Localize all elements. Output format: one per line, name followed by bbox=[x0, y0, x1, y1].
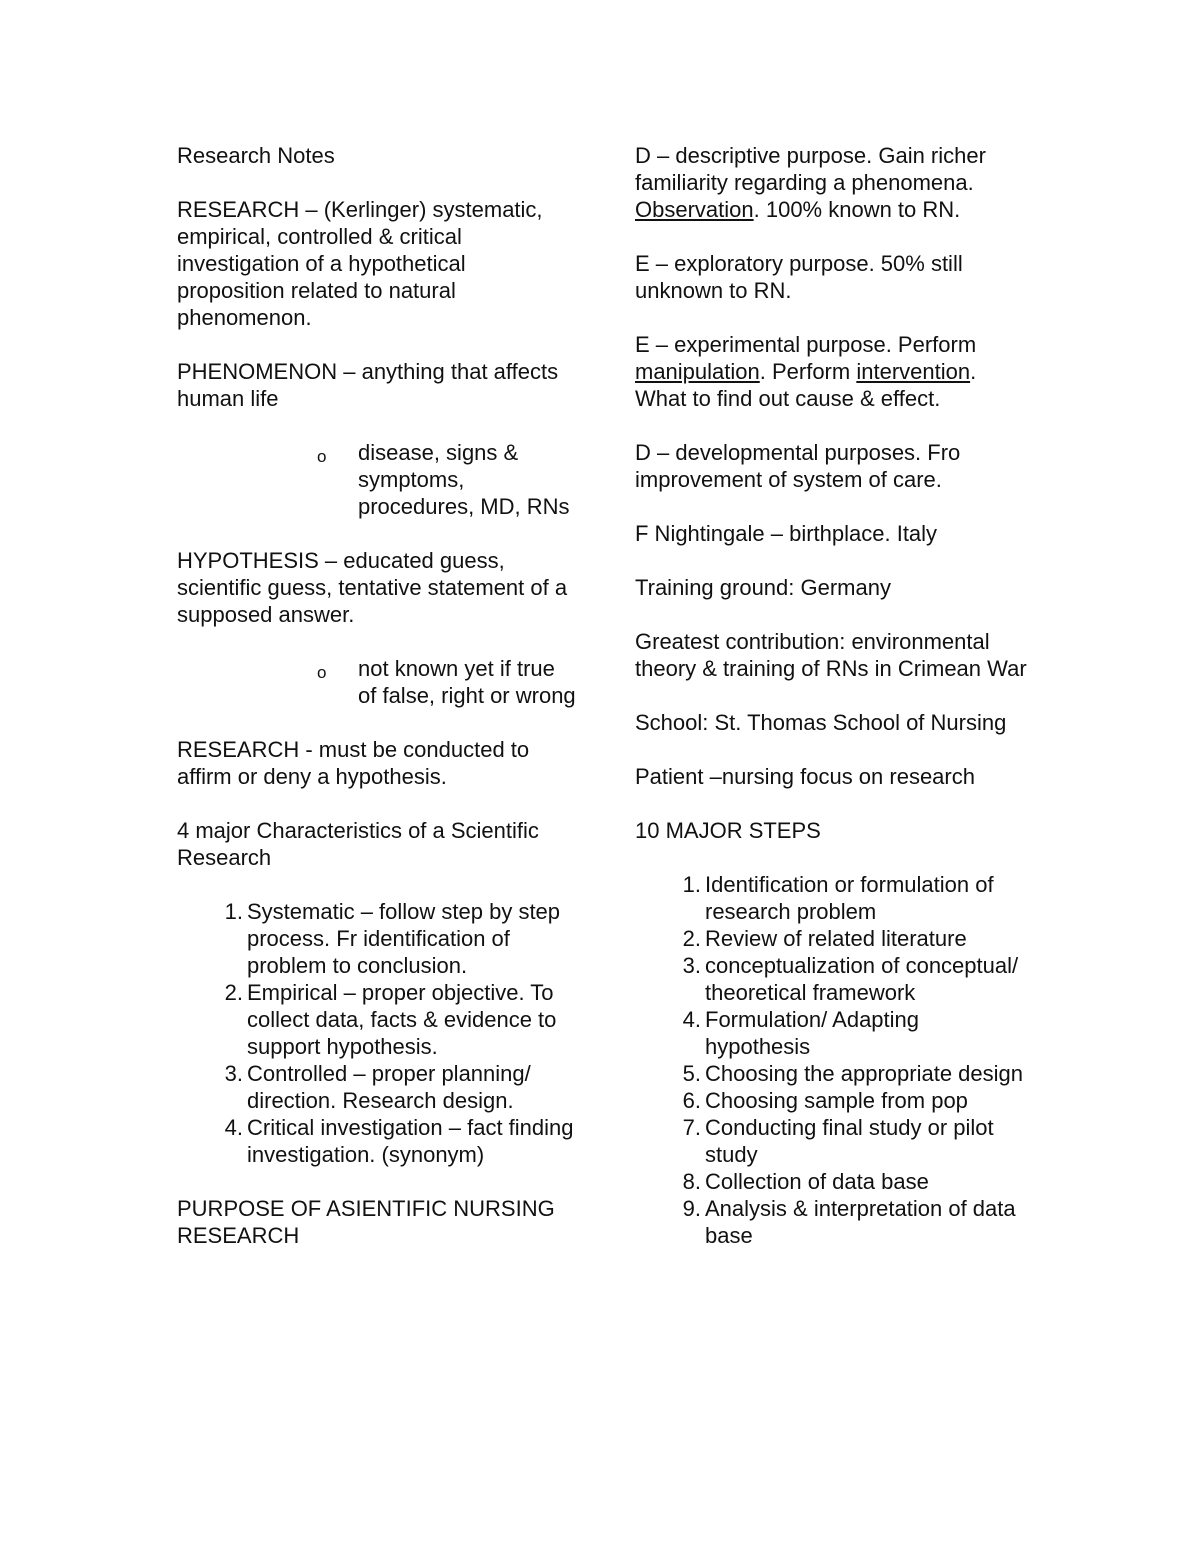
list-number: 4. bbox=[682, 1007, 701, 1032]
list-number: 4. bbox=[224, 1115, 243, 1140]
list-number: 1. bbox=[224, 899, 243, 924]
page-title: Research Notes bbox=[177, 143, 335, 168]
list-number: 3. bbox=[224, 1061, 243, 1086]
list-item bbox=[635, 925, 1030, 952]
steps-list bbox=[635, 871, 1030, 1249]
list-text: Controlled – proper planning/ direction. Research design. bbox=[247, 1061, 531, 1113]
bullet-item: o not known yet if true of false, right or wrong bbox=[317, 655, 577, 709]
characteristics-list bbox=[177, 898, 577, 1168]
list-number: 5. bbox=[682, 1061, 701, 1086]
nightingale-birthplace: F Nightingale – birthplace. Italy bbox=[635, 521, 938, 546]
list-text: Choosing the appropriate design bbox=[705, 1061, 1024, 1086]
bullet-item: o disease, signs & symptoms, procedures, MD, RNs bbox=[317, 439, 577, 520]
list-item bbox=[635, 1087, 1030, 1114]
greatest-contribution: Greatest contribution: environmental theory & training of RNs in Crimean War bbox=[635, 629, 1027, 681]
research-affirm-note: RESEARCH - must be conducted to affirm or deny a hypothesis. bbox=[177, 737, 530, 789]
phenomenon-definition: PHENOMENON – anything that affects human life bbox=[177, 359, 559, 411]
list-number: 8. bbox=[682, 1169, 701, 1194]
list-item bbox=[177, 1060, 577, 1114]
list-text: Conducting final study or pilot study bbox=[705, 1115, 994, 1167]
list-item bbox=[635, 1168, 1030, 1195]
purpose-heading: PURPOSE OF ASIENTIFIC NURSING RESEARCH bbox=[177, 1196, 555, 1248]
observation-underlined: Observation bbox=[635, 197, 754, 222]
manipulation-underlined: manipulation bbox=[635, 359, 760, 384]
list-text: Formulation/ Adapting hypothesis bbox=[705, 1007, 920, 1059]
intervention-underlined: intervention bbox=[856, 359, 971, 384]
hypothesis-bullets bbox=[177, 655, 577, 709]
list-number: 9. bbox=[682, 1196, 701, 1221]
hypothesis-definition: HYPOTHESIS – educated guess, scientific guess, tentative statement of a supposed answer. bbox=[177, 548, 568, 627]
developmental-purpose: D – developmental purposes. Fro improvement of system of care. bbox=[635, 440, 961, 492]
patient-focus: Patient –nursing focus on research bbox=[635, 764, 975, 789]
descriptive-purpose bbox=[635, 142, 1030, 223]
phenomenon-bullets bbox=[177, 439, 577, 520]
list-text: Analysis & interpretation of data base bbox=[705, 1196, 1016, 1248]
experimental-purpose bbox=[635, 331, 1030, 412]
descriptive-text: D – descriptive purpose. Gain richer familiarity regarding a phenomena. bbox=[635, 143, 986, 195]
list-text: Review of related literature bbox=[705, 926, 967, 951]
characteristics-heading: 4 major Characteristics of a Scientific Research bbox=[177, 818, 539, 870]
school-note: School: St. Thomas School of Nursing bbox=[635, 710, 1007, 735]
list-text: Identification or formulation of research problem bbox=[705, 872, 994, 924]
list-item bbox=[177, 1114, 577, 1168]
experimental-text: E – experimental purpose. Perform bbox=[635, 332, 977, 357]
list-text: Empirical – proper objective. To collect data, facts & evidence to support hypothesis. bbox=[247, 980, 557, 1059]
exploratory-purpose: E – exploratory purpose. 50% still unknown to RN. bbox=[635, 251, 963, 303]
experimental-tail: . What to find out cause & effect. bbox=[635, 359, 977, 411]
list-number: 2. bbox=[224, 980, 243, 1005]
research-definition: RESEARCH – (Kerlinger) systematic, empirical, controlled & critical investigation of a hypothetical proposition related to natural phenomenon. bbox=[177, 197, 543, 330]
list-item bbox=[635, 871, 1030, 925]
experimental-mid: . Perform bbox=[759, 359, 851, 384]
list-text: Choosing sample from pop bbox=[705, 1088, 968, 1113]
list-item bbox=[635, 1006, 1030, 1060]
list-number: 7. bbox=[682, 1115, 701, 1140]
left-column bbox=[177, 142, 577, 1276]
list-text: Systematic – follow step by step process. Fr identification of problem to conclusion. bbox=[247, 899, 561, 978]
list-text: Critical investigation – fact finding investigation. (synonym) bbox=[247, 1115, 574, 1167]
right-column bbox=[635, 142, 1030, 1276]
list-item bbox=[635, 1195, 1030, 1249]
list-number: 3. bbox=[682, 953, 701, 978]
list-item bbox=[177, 898, 577, 979]
list-text: Collection of data base bbox=[705, 1169, 929, 1194]
list-item bbox=[635, 1114, 1030, 1168]
list-item bbox=[177, 979, 577, 1060]
list-item bbox=[635, 1060, 1030, 1087]
training-ground: Training ground: Germany bbox=[635, 575, 891, 600]
list-number: 6. bbox=[682, 1088, 701, 1113]
list-item bbox=[635, 952, 1030, 1006]
list-text: conceptualization of conceptual/ theoretical framework bbox=[705, 953, 1019, 1005]
steps-heading: 10 MAJOR STEPS bbox=[635, 818, 821, 843]
descriptive-tail: . 100% known to RN. bbox=[753, 197, 961, 222]
list-number: 1. bbox=[682, 872, 701, 897]
list-number: 2. bbox=[682, 926, 701, 951]
